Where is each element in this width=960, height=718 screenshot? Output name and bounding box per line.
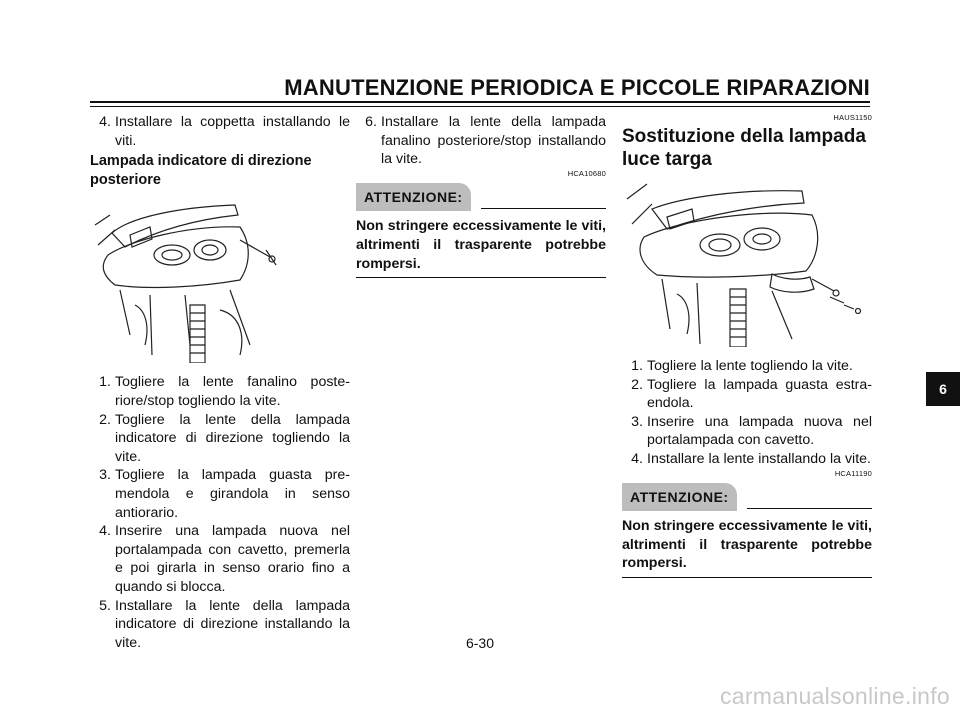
step-text: Inserire una lampada nuova nel portalampada con cavetto, premerla e poi girarla in senso orario fino a quando si blocca. <box>115 523 350 595</box>
list-item <box>622 376 872 413</box>
steps-list <box>90 373 350 652</box>
step-text: Togliere la lampada guasta estraendola. <box>647 376 872 412</box>
warning-text: Non stringere eccessivamente le viti, altrimenti il trasparente potrebbe rompersi. <box>356 217 606 278</box>
column-3 <box>622 113 872 578</box>
step-number: 4. <box>99 114 111 130</box>
section-heading-rear-turn-signal: Lampada indicatore di direzione posteriore <box>90 153 312 188</box>
warning-rule <box>481 208 606 209</box>
step-number: 4. <box>631 450 643 467</box>
list-item <box>90 411 350 467</box>
watermark: carmanualsonline.info <box>719 683 950 709</box>
step-number: 5. <box>99 597 111 614</box>
warning-rule <box>747 508 872 509</box>
column-2 <box>356 113 606 278</box>
step-number: 2. <box>631 376 643 393</box>
list-item <box>90 597 350 653</box>
warning-badge: ATTENZIONE: <box>356 183 471 212</box>
rear-turn-signal-illustration <box>90 195 290 363</box>
step-text: Togliere la lente della lampada indicatore di direzione togliendo la vite. <box>115 411 350 465</box>
warning-text: Non stringere eccessivamente le viti, altrimenti il trasparente potrebbe rompersi. <box>622 517 872 578</box>
license-plate-light-illustration <box>622 179 862 347</box>
step-text: Togliere la lampada guasta premendola e girandola in senso antiorario. <box>115 467 350 521</box>
column-1 <box>90 113 350 652</box>
step-number: 4. <box>99 523 111 540</box>
reference-code: HAUS1150 <box>833 113 872 122</box>
list-item <box>622 450 872 469</box>
list-item <box>622 357 872 376</box>
step-text: Installare la coppetta installando le viti. <box>115 114 350 149</box>
header-rule <box>90 101 870 107</box>
warning-badge: ATTENZIONE: <box>622 483 737 512</box>
steps-list <box>622 357 872 469</box>
step-number: 3. <box>631 413 643 430</box>
step-number: 1. <box>99 374 111 391</box>
list-item <box>90 113 350 150</box>
list-item <box>90 373 350 410</box>
list-item <box>356 113 606 169</box>
step-text: Installare la lente della lampada indicatore di direzione installando la vite. <box>115 597 350 651</box>
reference-code: HCA10680 <box>567 168 606 178</box>
warning-header <box>622 483 872 512</box>
step-number: 3. <box>99 467 111 484</box>
step-number: 1. <box>631 358 643 374</box>
chapter-tab: 6 <box>926 372 960 406</box>
list-item <box>90 466 350 522</box>
step-number: 6. <box>365 114 377 130</box>
section-title-license-plate-light: Sostituzione della lampada luce targa <box>622 126 866 170</box>
page-number: 6-30 <box>465 635 495 651</box>
step-text: Installare la lente installando la vite. <box>647 450 871 467</box>
step-text: Inserire una lampada nuova nel portalampada con cavetto. <box>647 413 872 449</box>
page-header-title: MANUTENZIONE PERIODICA E PICCOLE RIPARAZIONI <box>284 75 870 100</box>
warning-header <box>356 183 606 212</box>
list-item <box>622 413 872 450</box>
step-text: Togliere la lente fanalino posteriore/stop togliendo la vite. <box>115 374 350 409</box>
reference-code: HCA11190 <box>834 468 872 478</box>
step-text: Installare la lente della lampada fanalino posteriore/stop installando la vite. <box>381 114 606 168</box>
step-text: Togliere la lente togliendo la vite. <box>647 358 853 374</box>
step-number: 2. <box>99 411 111 428</box>
list-item <box>90 522 350 596</box>
